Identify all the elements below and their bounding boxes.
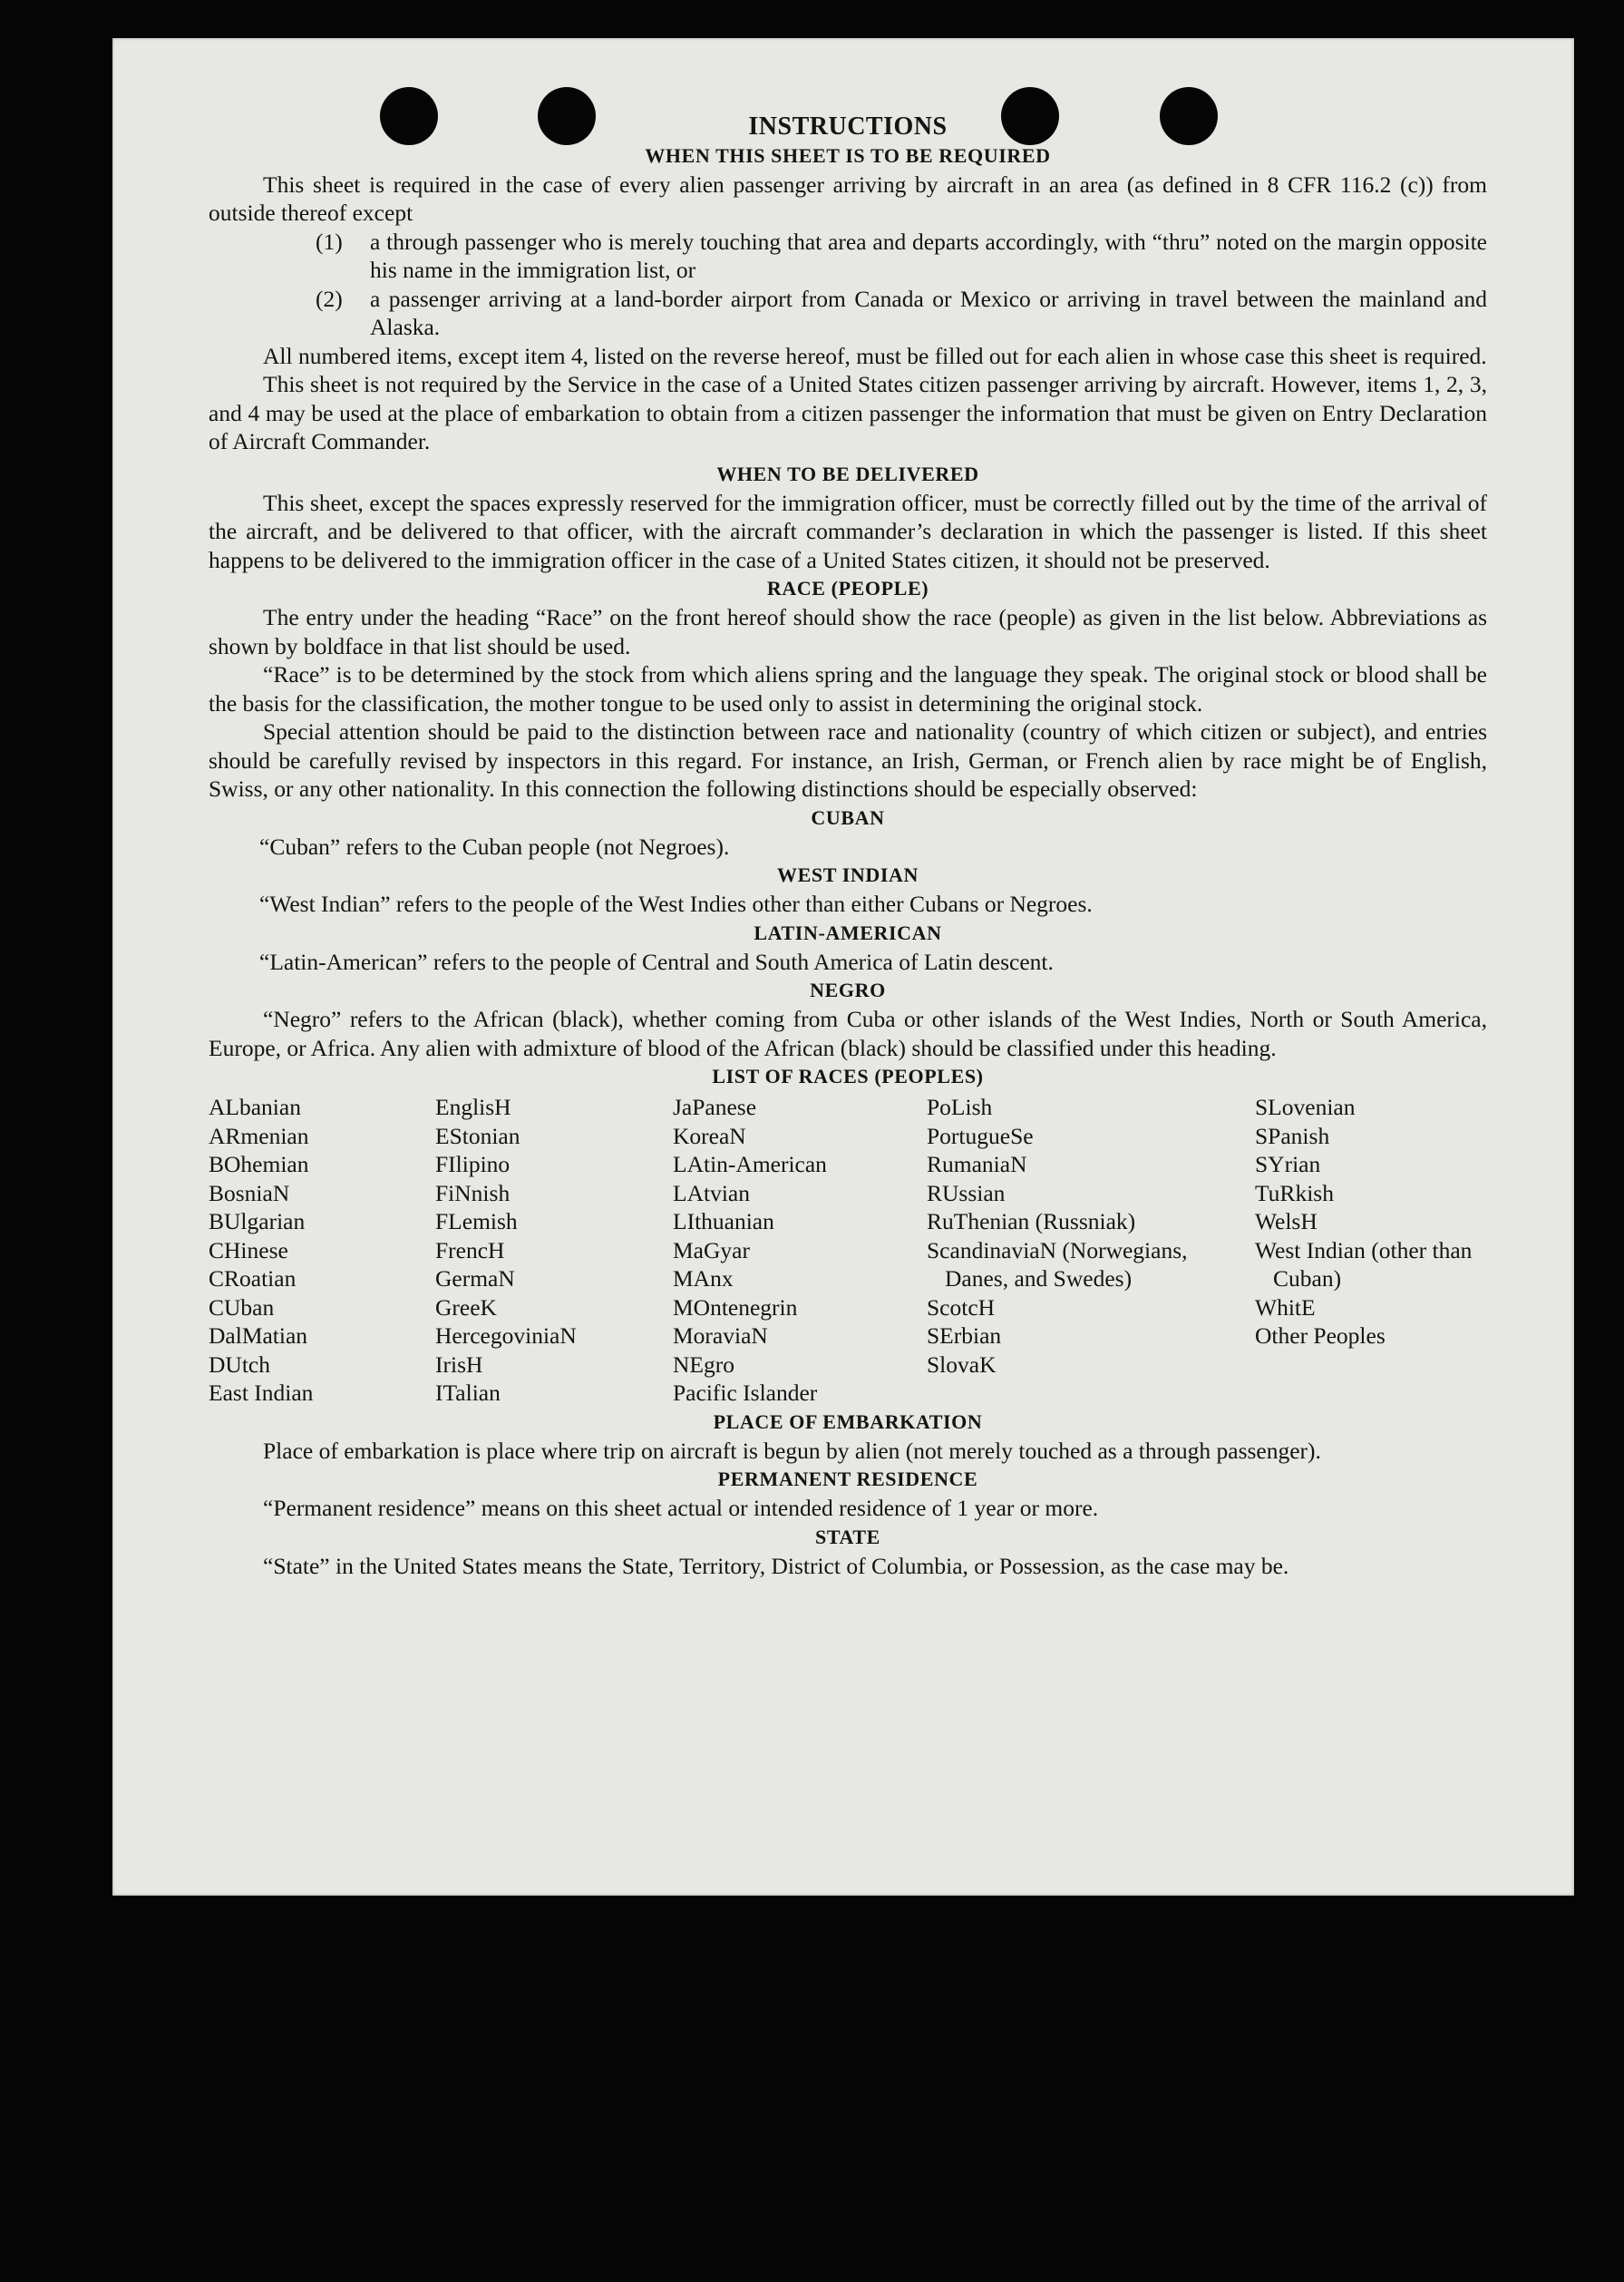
section-heading: PERMANENT RESIDENCE xyxy=(717,1468,978,1490)
races-list xyxy=(209,1093,1487,1408)
race-entry: West Indian (other than Cuban) xyxy=(1255,1236,1473,1292)
race-entry: ScandinaviaN (Norwegians, Danes, and Swedes) xyxy=(927,1236,1188,1292)
race-entry: MoraviaN xyxy=(673,1322,768,1349)
section-heading: STATE xyxy=(815,1525,880,1548)
race-entry: FiNnish xyxy=(435,1179,511,1206)
paragraph: “Race” is to be determined by the stock from which aliens spring and the language they speak. The original stock or blood shall be the basis for the classification, the mother tongue to be used only to assist in determining the original stock. xyxy=(209,661,1487,717)
document-sheet xyxy=(112,38,1574,1896)
race-entry: Pacific Islander xyxy=(673,1380,818,1406)
page-title: INSTRUCTIONS xyxy=(748,112,948,141)
race-entry: MAnx xyxy=(673,1265,734,1292)
race-entry: PoLish xyxy=(927,1094,993,1120)
race-entry: ALbanian xyxy=(209,1094,301,1120)
race-entry: EStonian xyxy=(435,1122,520,1149)
item-text: a through passenger who is merely touching that area and departs accordingly, with “thru” noted on the margin opposite his name in the immigration list, or xyxy=(370,228,1487,283)
paragraph: Place of embarkation is place where trip on aircraft is begun by alien (not merely touched as a through passenger). xyxy=(263,1437,1321,1464)
definition-heading: CUBAN xyxy=(811,805,885,829)
race-entry: FrencH xyxy=(435,1236,505,1263)
race-entry: ITalian xyxy=(435,1380,501,1406)
races-column xyxy=(209,1093,435,1408)
paragraph: The entry under the heading “Race” on the front hereof should show the race (people) as given in the list below. Abbreviations as shown by boldface in that list should be used. xyxy=(209,604,1487,659)
race-entry: HercegoviniaN xyxy=(435,1322,577,1349)
definition-heading: WEST INDIAN xyxy=(777,863,919,886)
race-entry: Other Peoples xyxy=(1255,1322,1386,1349)
race-entry: TuRkish xyxy=(1255,1179,1334,1206)
race-entry: MaGyar xyxy=(673,1236,750,1263)
race-entry: GreeK xyxy=(435,1293,497,1321)
race-entry: CUban xyxy=(209,1293,275,1321)
definition-text: “Negro” refers to the African (black), whether coming from Cuba or other islands of the West Indies, North or South America, Europe, or Africa. Any alien with admixture of blood of the African (black) should be classified under this heading. xyxy=(209,1006,1487,1061)
races-column xyxy=(673,1093,927,1408)
race-entry: GermaN xyxy=(435,1265,515,1292)
definition-text: “West Indian” refers to the people of the West Indies other than either Cubans or Negroes. xyxy=(259,891,1093,917)
paragraph: This sheet is required in the case of every alien passenger arriving by aircraft in an area (as defined in 8 CFR 116.2 (c)) from outside thereof except xyxy=(209,171,1487,226)
races-column xyxy=(435,1093,673,1408)
race-entry: RUssian xyxy=(927,1179,1006,1206)
race-entry: LAtin-American xyxy=(673,1151,827,1177)
race-entry: RuThenian (Russniak) xyxy=(927,1208,1136,1234)
paragraph: All numbered items, except item 4, listed on the reverse hereof, must be filled out for each alien in whose case this sheet is required. xyxy=(263,342,1487,369)
section-heading: WHEN THIS SHEET IS TO BE REQUIRED xyxy=(645,143,1051,167)
race-entry: East Indian xyxy=(209,1380,314,1406)
race-entry: KoreaN xyxy=(673,1122,746,1149)
definition-heading: LATIN-AMERICAN xyxy=(754,921,942,944)
paragraph: Special attention should be paid to the distinction between race and nationality (country of which citizen or subject), and entries should be carefully revised by inspectors in this regard. For instance, an Irish, German, or French alien by race might be of English, Swiss, or any other nationality. In this connection the following distinctions should be especially observed: xyxy=(209,718,1487,802)
item-number: (1) xyxy=(316,228,343,255)
races-heading: LIST OF RACES (PEOPLES) xyxy=(712,1065,984,1087)
item-number: (2) xyxy=(316,285,343,312)
race-entry: DalMatian xyxy=(209,1322,308,1349)
race-entry: MOntenegrin xyxy=(673,1293,798,1321)
race-entry: SLovenian xyxy=(1255,1094,1356,1120)
race-entry: CHinese xyxy=(209,1236,288,1263)
race-entry: CRoatian xyxy=(209,1265,297,1292)
race-entry: LAtvian xyxy=(673,1179,750,1206)
race-entry: WelsH xyxy=(1255,1208,1318,1234)
race-entry: DUtch xyxy=(209,1351,270,1378)
race-entry: JaPanese xyxy=(673,1094,757,1120)
paragraph: This sheet, except the spaces expressly reserved for the immigration officer, must be correctly filled out by the time of the arrival of the aircraft, and be delivered to that officer, with the aircraft commander’s declaration in which the passenger is listed. If this sheet happens to be delivered to the immigration officer in the case of a United States citizen, it should not be preserved. xyxy=(209,489,1487,573)
race-entry: ARmenian xyxy=(209,1122,309,1149)
race-entry: BosniaN xyxy=(209,1179,290,1206)
race-entry: SErbian xyxy=(927,1322,1002,1349)
race-entry: ScotcH xyxy=(927,1293,996,1321)
race-entry: FIlipino xyxy=(435,1151,511,1177)
paragraph: This sheet is not required by the Service in the case of a United States citizen passenger arriving by aircraft. However, items 1, 2, 3, and 4 may be used at the place of embarkation to obtain from a citizen passenger the information that must be given on Entry Declaration of Aircraft Commander. xyxy=(209,371,1487,454)
race-entry: BUlgarian xyxy=(209,1208,306,1234)
race-entry: LIthuanian xyxy=(673,1208,774,1234)
section-heading: WHEN TO BE DELIVERED xyxy=(716,462,979,485)
race-entry: PortugueSe xyxy=(927,1122,1034,1149)
definition-text: “Latin-American” refers to the people of Central and South America of Latin descent. xyxy=(259,948,1054,975)
list-item xyxy=(316,228,1487,285)
races-column xyxy=(1255,1093,1487,1408)
race-entry: SlovaK xyxy=(927,1351,997,1378)
paragraph: “Permanent residence” means on this sheet actual or intended residence of 1 year or more. xyxy=(263,1495,1099,1521)
race-entry: RumaniaN xyxy=(927,1151,1027,1177)
paragraph: “State” in the United States means the State, Territory, District of Columbia, or Possession, as the case may be. xyxy=(263,1552,1289,1579)
race-entry: FLemish xyxy=(435,1208,518,1234)
section-heading: PLACE OF EMBARKATION xyxy=(713,1409,983,1433)
race-entry: EnglisH xyxy=(435,1094,511,1120)
race-entry: WhitE xyxy=(1255,1293,1316,1321)
race-entry: SPanish xyxy=(1255,1122,1330,1149)
item-text: a passenger arriving at a land-border airport from Canada or Mexico or arriving in travel between the mainland and Alaska. xyxy=(370,285,1487,340)
instructions-text xyxy=(209,112,1487,1580)
races-column xyxy=(927,1093,1255,1408)
race-entry: IrisH xyxy=(435,1351,483,1378)
definition-heading: NEGRO xyxy=(810,979,886,1001)
race-entry: SYrian xyxy=(1255,1151,1321,1177)
section-heading: RACE (PEOPLE) xyxy=(766,577,929,600)
definition-text: “Cuban” refers to the Cuban people (not Negroes). xyxy=(259,833,730,860)
race-entry: BOhemian xyxy=(209,1151,309,1177)
list-item xyxy=(316,285,1487,342)
race-entry: NEgro xyxy=(673,1351,734,1378)
